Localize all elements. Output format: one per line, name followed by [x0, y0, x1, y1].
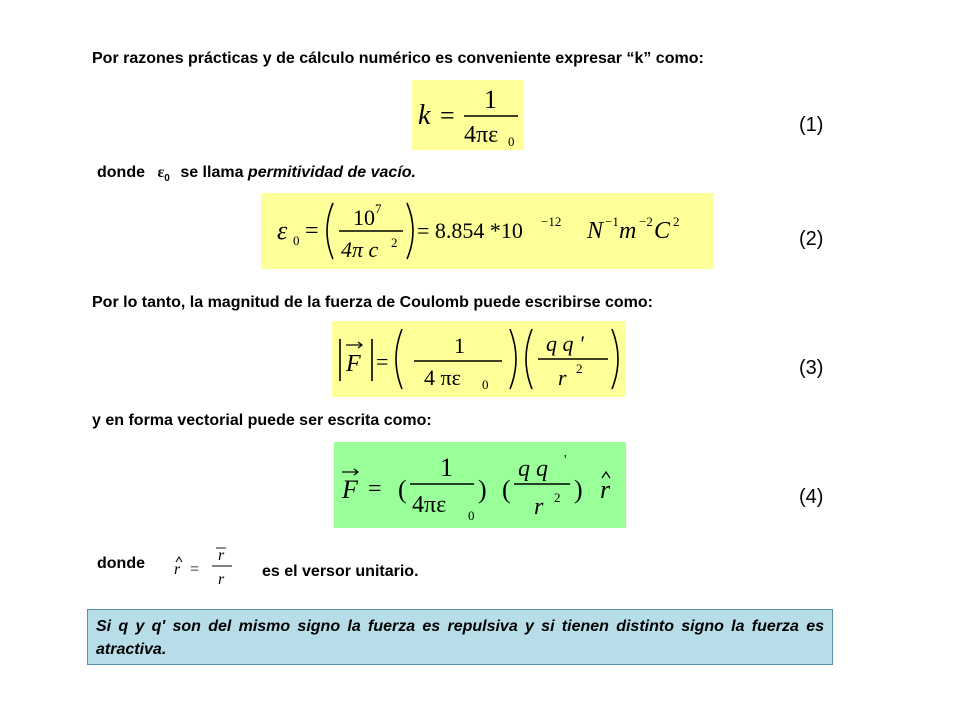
eq2-numerator-exp: 7	[375, 201, 382, 216]
vector-text: y en forma vectorial puede ser escrita como:	[92, 412, 432, 429]
eq2-numerator: 10	[353, 205, 375, 230]
coulomb-text: Por lo tanto, la magnitud de la fuerza de Coulomb puede escribirse como:	[92, 294, 653, 311]
note-box: Si q y q' son del mismo signo la fuerza es repulsiva y si tienen distinto signo la fuerza es atractiva.	[87, 609, 833, 665]
unit-n: N	[587, 218, 604, 244]
eq5-equals: =	[190, 561, 200, 578]
intro-text: Por razones prácticas y de cálculo numérico es conveniente expresar “k” como:	[92, 50, 704, 67]
eq2-value-exp: −12	[541, 214, 562, 229]
eq3-den2-exp: 2	[576, 361, 583, 376]
eq3-den2: r	[558, 365, 567, 390]
eq3-paren-1-right	[510, 329, 516, 389]
eq2-equals: =	[305, 218, 319, 244]
eq-number-1: (1)	[799, 114, 824, 136]
equation-3	[332, 321, 626, 397]
eq4-num1: 1	[440, 453, 453, 482]
eq2-right-paren	[407, 203, 413, 259]
donde-label-2: donde	[97, 555, 145, 572]
eq4-paren-2-right: )	[574, 475, 583, 504]
donde-label: donde	[97, 164, 145, 181]
eq4-paren-2-left: (	[502, 475, 511, 504]
eq3-num1: 1	[454, 333, 465, 358]
eq3-den1-sub: 0	[482, 377, 489, 392]
eq1-lhs: k	[418, 100, 431, 131]
epsilon-symbol: ε	[157, 164, 165, 181]
donde-permitividad-line	[97, 164, 416, 184]
equation-2	[261, 193, 714, 269]
eq-number-4: (4)	[799, 486, 824, 508]
eq4-num2-exp: '	[564, 453, 567, 468]
eq3-equals: =	[376, 349, 389, 374]
eq3-lhs: F	[346, 351, 361, 377]
permitividad-term: permitividad de vacío.	[247, 164, 416, 181]
eq4-paren-1-left: (	[398, 475, 407, 504]
eq2-denominator-exp: 2	[391, 235, 398, 250]
eq1-equals: =	[440, 101, 455, 130]
se-llama: se llama	[180, 164, 244, 181]
eq3-paren-2-right	[612, 329, 618, 389]
eq4-num2: q q	[518, 456, 548, 482]
eq3-paren-2-left	[526, 329, 532, 389]
eq2-left-paren	[327, 203, 333, 259]
eq2-unit-exp-2: −2	[639, 214, 653, 229]
eq4-den2-exp: 2	[554, 490, 561, 505]
eq3-num2: q q '	[546, 331, 584, 356]
eq4-den1: 4πε	[412, 492, 447, 518]
eq4-paren-1-right: )	[478, 475, 487, 504]
eq2-denominator: 4π c	[341, 237, 379, 262]
eq2-unit-exp-3: 2	[673, 214, 680, 229]
unit-m: m	[619, 218, 637, 244]
equation-4	[334, 442, 626, 528]
unit-c: C	[654, 218, 671, 244]
eq3-paren-1-left	[396, 329, 402, 389]
eq1-denominator-sub: 0	[508, 134, 515, 149]
eq4-unit-vector: r	[600, 475, 611, 504]
eq2-value: = 8.854 *10	[417, 218, 523, 243]
eq4-lhs: F	[342, 475, 358, 504]
eq3-den1: 4 πε	[424, 365, 461, 390]
eq1-denominator: 4πε	[464, 122, 499, 148]
eq5-den: r	[218, 571, 225, 588]
eq-number-2: (2)	[799, 228, 824, 250]
equation-unit-vector	[170, 542, 240, 592]
equation-1	[412, 80, 524, 150]
epsilon-sub: 0	[164, 173, 170, 185]
eq2-unit-exp-1: −1	[605, 214, 619, 229]
eq4-equals: =	[368, 476, 382, 502]
eq1-numerator: 1	[484, 85, 497, 114]
versor-text: es el versor unitario.	[262, 563, 419, 580]
eq4-den2: r	[534, 494, 544, 520]
eq5-lhs: r	[174, 561, 181, 578]
eq2-lhs-sub: 0	[293, 233, 300, 248]
eq2-units	[586, 214, 680, 244]
eq2-lhs: ε	[277, 216, 288, 245]
eq5-num: r	[218, 547, 225, 564]
eq4-den1-sub: 0	[468, 508, 475, 523]
eq-number-3: (3)	[799, 357, 824, 379]
